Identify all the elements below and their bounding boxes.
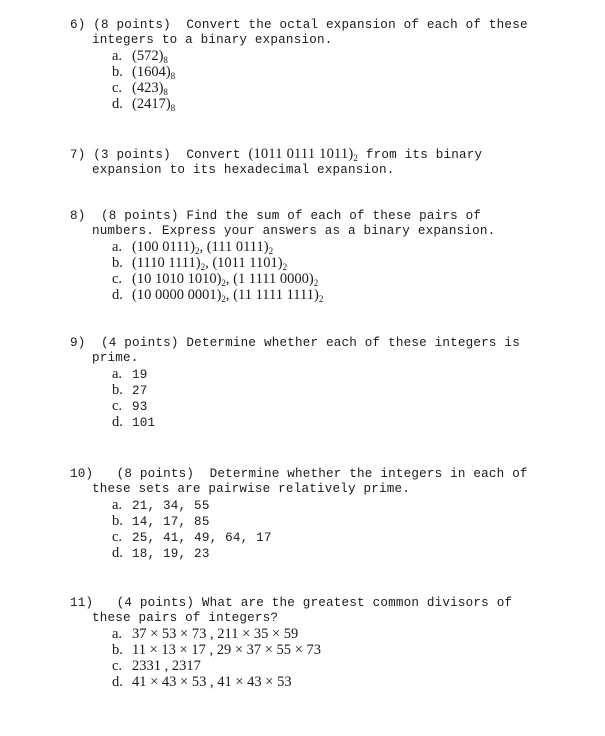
option-c: c. (10 1010 $1010)_2$, (1 1111 $0000)_2$ bbox=[112, 271, 319, 288]
option-b: b. 11 × 13 × 17 , 29 × 37 × 55 × 73 bbox=[112, 642, 321, 658]
question-8-header bbox=[70, 209, 590, 224]
question-number: 8) bbox=[70, 209, 86, 223]
option-d: d. 41 × 43 × 53 , 41 × 43 × 53 bbox=[112, 674, 292, 690]
binary-value: (1011 0111 $1011)_2$ bbox=[248, 146, 359, 163]
question-text-line1: Determine whether the integers in each of bbox=[209, 467, 528, 481]
question-6-options bbox=[70, 48, 590, 112]
question-7-header bbox=[70, 146, 590, 163]
option-b: b. (1110 $1111)_2$, (1011 $1101)_2$ bbox=[112, 255, 288, 272]
question-number: 7) bbox=[70, 148, 86, 162]
option-d: d. 101 bbox=[112, 414, 156, 430]
question-number: 11) bbox=[70, 596, 94, 610]
option-c: c. 2331 , 2317 bbox=[112, 658, 201, 674]
question-8-options bbox=[70, 239, 590, 303]
question-number: 9) bbox=[70, 336, 86, 350]
question-points: (4 points) bbox=[101, 336, 179, 350]
option-a: a. 37 × 53 × 73 , 211 × 35 × 59 bbox=[112, 626, 299, 642]
question-10-options bbox=[70, 497, 590, 561]
option-c: c. 25, 41, 49, 64, 17 bbox=[112, 529, 272, 545]
question-suffix: from its binary bbox=[365, 148, 483, 162]
question-10 bbox=[70, 467, 590, 561]
option-d: d. 18, 19, 23 bbox=[112, 545, 210, 561]
question-text-line1: Find the sum of each of these pairs of bbox=[186, 209, 482, 223]
question-6 bbox=[70, 18, 590, 112]
option-b: b. 27 bbox=[112, 382, 148, 398]
option-b: b. $(1604)_8$ bbox=[112, 64, 176, 81]
option-c: c. 93 bbox=[112, 398, 148, 414]
question-8 bbox=[70, 209, 590, 303]
question-text-line1: What are the greatest common divisors of bbox=[201, 596, 513, 610]
question-prefix: Convert bbox=[186, 148, 241, 162]
question-points: (8 points) bbox=[101, 209, 179, 223]
question-text-line2: numbers. Express your answers as a binary expansion. bbox=[92, 224, 496, 238]
question-11-options bbox=[70, 626, 590, 690]
question-9 bbox=[70, 336, 590, 430]
question-text-line2: prime. bbox=[92, 351, 139, 365]
question-6-header bbox=[70, 18, 590, 33]
option-d: d. (10 0000 $0001)_2$, (11 1111 $1111)_2$ bbox=[112, 287, 324, 304]
option-a: a. 21, 34, 55 bbox=[112, 497, 210, 513]
question-9-header bbox=[70, 336, 590, 351]
question-number: 10) bbox=[70, 467, 94, 481]
question-points: (8 points) bbox=[93, 18, 171, 32]
question-points: (4 points) bbox=[116, 596, 195, 610]
question-number: 6) bbox=[70, 18, 86, 32]
question-text-line2: expansion to its hexadecimal expansion. bbox=[92, 163, 395, 177]
question-7 bbox=[70, 146, 590, 178]
option-a: a. (100 $0111)_2$, (111 $0111)_2$ bbox=[112, 239, 274, 256]
question-text-line2: integers to a binary expansion. bbox=[92, 33, 333, 47]
option-c: c. $(423)_8$ bbox=[112, 80, 168, 97]
question-11 bbox=[70, 596, 590, 690]
question-text-line2: these pairs of integers? bbox=[92, 611, 279, 625]
question-10-header bbox=[70, 467, 590, 482]
question-9-options bbox=[70, 366, 590, 430]
question-11-header bbox=[70, 596, 590, 611]
question-text-line1: Convert the octal expansion of each of these bbox=[186, 18, 528, 32]
option-b: b. 14, 17, 85 bbox=[112, 513, 210, 529]
option-a: a. 19 bbox=[112, 366, 148, 382]
question-text-line1: Determine whether each of these integers is bbox=[186, 336, 520, 350]
question-points: (3 points) bbox=[93, 148, 171, 162]
option-a: a. $(572)_8$ bbox=[112, 48, 168, 65]
question-text-line2: these sets are pairwise relatively prime. bbox=[92, 482, 411, 496]
question-points: (8 points) bbox=[116, 467, 195, 481]
option-d: d. $(2417)_8$ bbox=[112, 96, 176, 113]
